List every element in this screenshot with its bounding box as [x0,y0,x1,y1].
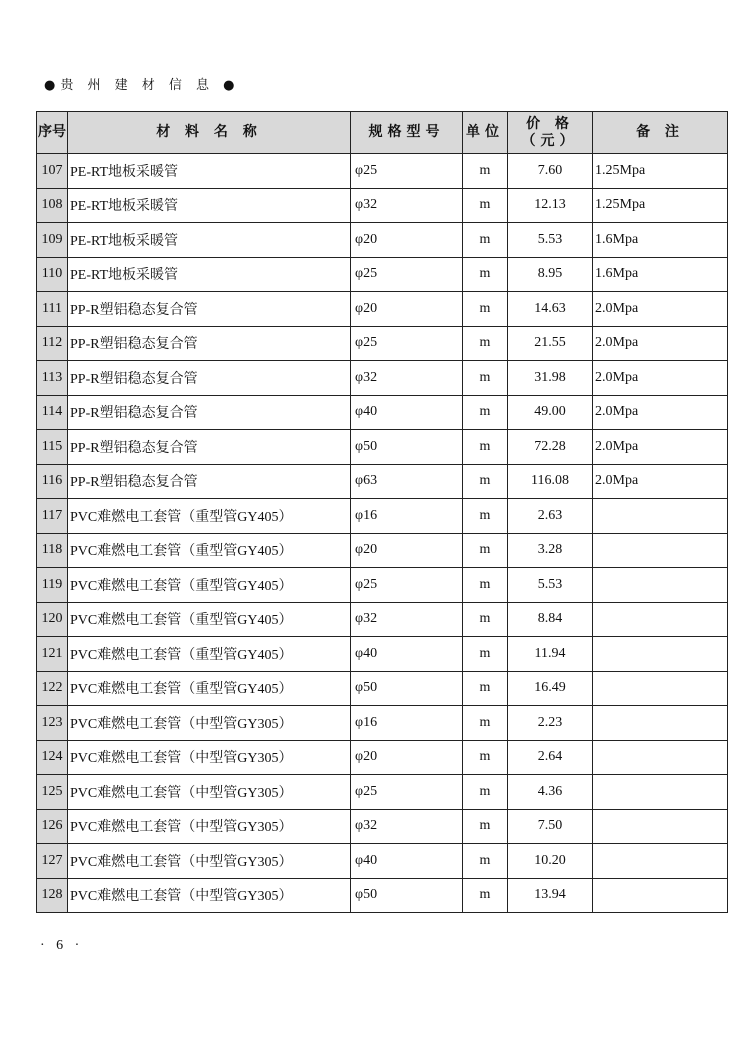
cell-material-name: PE-RT地板采暖管 [68,154,351,189]
cell-seq: 126 [37,809,68,844]
cell-price: 21.55 [508,326,593,361]
cell-unit: m [463,188,508,223]
page-header: ●贵 州 建 材 信 息 ● [44,78,240,93]
cell-price: 7.60 [508,154,593,189]
cell-material-name: PE-RT地板采暖管 [68,257,351,292]
cell-remark [593,568,728,603]
cell-unit: m [463,878,508,913]
cell-remark [593,637,728,672]
cell-price: 2.63 [508,499,593,534]
cell-material-name: PE-RT地板采暖管 [68,188,351,223]
table-row [37,740,728,775]
cell-remark: 1.6Mpa [593,257,728,292]
cell-remark: 2.0Mpa [593,464,728,499]
cell-price: 116.08 [508,464,593,499]
cell-remark [593,602,728,637]
cell-seq: 125 [37,775,68,810]
cell-seq: 110 [37,257,68,292]
cell-seq: 127 [37,844,68,879]
cell-material-name: PVC难燃电工套管（中型管GY305） [68,844,351,879]
cell-unit: m [463,568,508,603]
table-row [37,395,728,430]
table-body [37,154,728,913]
cell-material-name: PP-R塑铝稳态复合管 [68,430,351,465]
cell-remark [593,878,728,913]
table-row [37,361,728,396]
cell-seq: 119 [37,568,68,603]
header-unit: 单位 [463,112,508,154]
cell-material-name: PE-RT地板采暖管 [68,223,351,258]
table-row [37,637,728,672]
cell-unit: m [463,706,508,741]
cell-material-name: PP-R塑铝稳态复合管 [68,326,351,361]
cell-price: 13.94 [508,878,593,913]
cell-spec: φ25 [351,257,463,292]
table-row [37,257,728,292]
cell-price: 31.98 [508,361,593,396]
cell-seq: 117 [37,499,68,534]
cell-remark [593,706,728,741]
cell-remark [593,740,728,775]
cell-spec: φ20 [351,533,463,568]
cell-spec: φ25 [351,568,463,603]
cell-material-name: PVC难燃电工套管（中型管GY305） [68,775,351,810]
cell-seq: 112 [37,326,68,361]
cell-seq: 115 [37,430,68,465]
cell-seq: 124 [37,740,68,775]
cell-seq: 118 [37,533,68,568]
header-name: 材 料 名 称 [68,112,351,154]
header-remark: 备 注 [593,112,728,154]
cell-spec: φ32 [351,809,463,844]
cell-price: 12.13 [508,188,593,223]
cell-price: 14.63 [508,292,593,327]
cell-price: 8.95 [508,257,593,292]
cell-material-name: PVC难燃电工套管（中型管GY305） [68,740,351,775]
header-seq: 序号 [37,112,68,154]
cell-remark: 1.25Mpa [593,188,728,223]
cell-spec: φ25 [351,154,463,189]
cell-seq: 111 [37,292,68,327]
cell-remark: 2.0Mpa [593,430,728,465]
cell-seq: 116 [37,464,68,499]
cell-spec: φ25 [351,775,463,810]
cell-remark [593,809,728,844]
table-row [37,706,728,741]
cell-remark [593,775,728,810]
cell-seq: 113 [37,361,68,396]
cell-material-name: PVC难燃电工套管（重型管GY405） [68,637,351,672]
price-table [36,111,728,913]
cell-unit: m [463,602,508,637]
cell-unit: m [463,395,508,430]
cell-material-name: PVC难燃电工套管（中型管GY305） [68,706,351,741]
table-row [37,464,728,499]
header-price-line2: （元） [521,132,579,149]
cell-material-name: PP-R塑铝稳态复合管 [68,464,351,499]
cell-remark [593,533,728,568]
cell-spec: φ40 [351,637,463,672]
cell-spec: φ32 [351,188,463,223]
cell-price: 10.20 [508,844,593,879]
table-row [37,809,728,844]
cell-unit: m [463,671,508,706]
table-row [37,671,728,706]
cell-remark [593,844,728,879]
header-spec: 规格型号 [351,112,463,154]
cell-seq: 109 [37,223,68,258]
cell-remark: 1.6Mpa [593,223,728,258]
table-row [37,326,728,361]
cell-spec: φ16 [351,499,463,534]
cell-seq: 114 [37,395,68,430]
cell-remark [593,499,728,534]
cell-material-name: PVC难燃电工套管（重型管GY405） [68,533,351,568]
table-row [37,223,728,258]
table-row [37,568,728,603]
cell-remark: 2.0Mpa [593,361,728,396]
table-row [37,499,728,534]
cell-unit: m [463,292,508,327]
cell-spec: φ40 [351,844,463,879]
cell-spec: φ50 [351,430,463,465]
cell-unit: m [463,499,508,534]
cell-spec: φ32 [351,361,463,396]
cell-price: 72.28 [508,430,593,465]
table-row [37,154,728,189]
cell-unit: m [463,326,508,361]
cell-remark: 1.25Mpa [593,154,728,189]
cell-unit: m [463,154,508,189]
header-price-line1: 价 格 [526,115,574,132]
table-row [37,188,728,223]
cell-seq: 120 [37,602,68,637]
cell-price: 16.49 [508,671,593,706]
table-row [37,533,728,568]
cell-material-name: PVC难燃电工套管（中型管GY305） [68,878,351,913]
cell-price: 11.94 [508,637,593,672]
cell-unit: m [463,740,508,775]
cell-spec: φ20 [351,223,463,258]
cell-price: 49.00 [508,395,593,430]
cell-unit: m [463,430,508,465]
cell-remark: 2.0Mpa [593,395,728,430]
cell-material-name: PVC难燃电工套管（重型管GY405） [68,568,351,603]
cell-seq: 123 [37,706,68,741]
cell-price: 7.50 [508,809,593,844]
table-row [37,602,728,637]
cell-price: 2.23 [508,706,593,741]
cell-unit: m [463,223,508,258]
cell-spec: φ63 [351,464,463,499]
cell-spec: φ20 [351,740,463,775]
cell-spec: φ32 [351,602,463,637]
cell-material-name: PVC难燃电工套管（中型管GY305） [68,809,351,844]
cell-unit: m [463,361,508,396]
cell-seq: 107 [37,154,68,189]
cell-material-name: PVC难燃电工套管（重型管GY405） [68,671,351,706]
cell-seq: 108 [37,188,68,223]
cell-price: 2.64 [508,740,593,775]
page-number: · 6 · [40,938,84,953]
price-table-container [36,111,727,913]
cell-seq: 121 [37,637,68,672]
cell-spec: φ50 [351,878,463,913]
cell-spec: φ20 [351,292,463,327]
table-row [37,292,728,327]
cell-price: 5.53 [508,223,593,258]
cell-unit: m [463,257,508,292]
cell-remark [593,671,728,706]
cell-material-name: PVC难燃电工套管（重型管GY405） [68,499,351,534]
table-header-row [37,112,728,154]
cell-material-name: PP-R塑铝稳态复合管 [68,395,351,430]
cell-unit: m [463,775,508,810]
cell-seq: 122 [37,671,68,706]
table-row [37,430,728,465]
cell-price: 3.28 [508,533,593,568]
cell-price: 4.36 [508,775,593,810]
cell-unit: m [463,637,508,672]
cell-spec: φ50 [351,671,463,706]
cell-material-name: PVC难燃电工套管（重型管GY405） [68,602,351,637]
cell-spec: φ16 [351,706,463,741]
cell-spec: φ40 [351,395,463,430]
cell-unit: m [463,464,508,499]
header-price [508,112,593,154]
cell-remark: 2.0Mpa [593,326,728,361]
cell-unit: m [463,533,508,568]
table-row [37,878,728,913]
cell-remark: 2.0Mpa [593,292,728,327]
cell-material-name: PP-R塑铝稳态复合管 [68,361,351,396]
table-row [37,775,728,810]
cell-spec: φ25 [351,326,463,361]
cell-material-name: PP-R塑铝稳态复合管 [68,292,351,327]
cell-unit: m [463,809,508,844]
cell-price: 5.53 [508,568,593,603]
table-row [37,844,728,879]
cell-unit: m [463,844,508,879]
cell-seq: 128 [37,878,68,913]
cell-price: 8.84 [508,602,593,637]
